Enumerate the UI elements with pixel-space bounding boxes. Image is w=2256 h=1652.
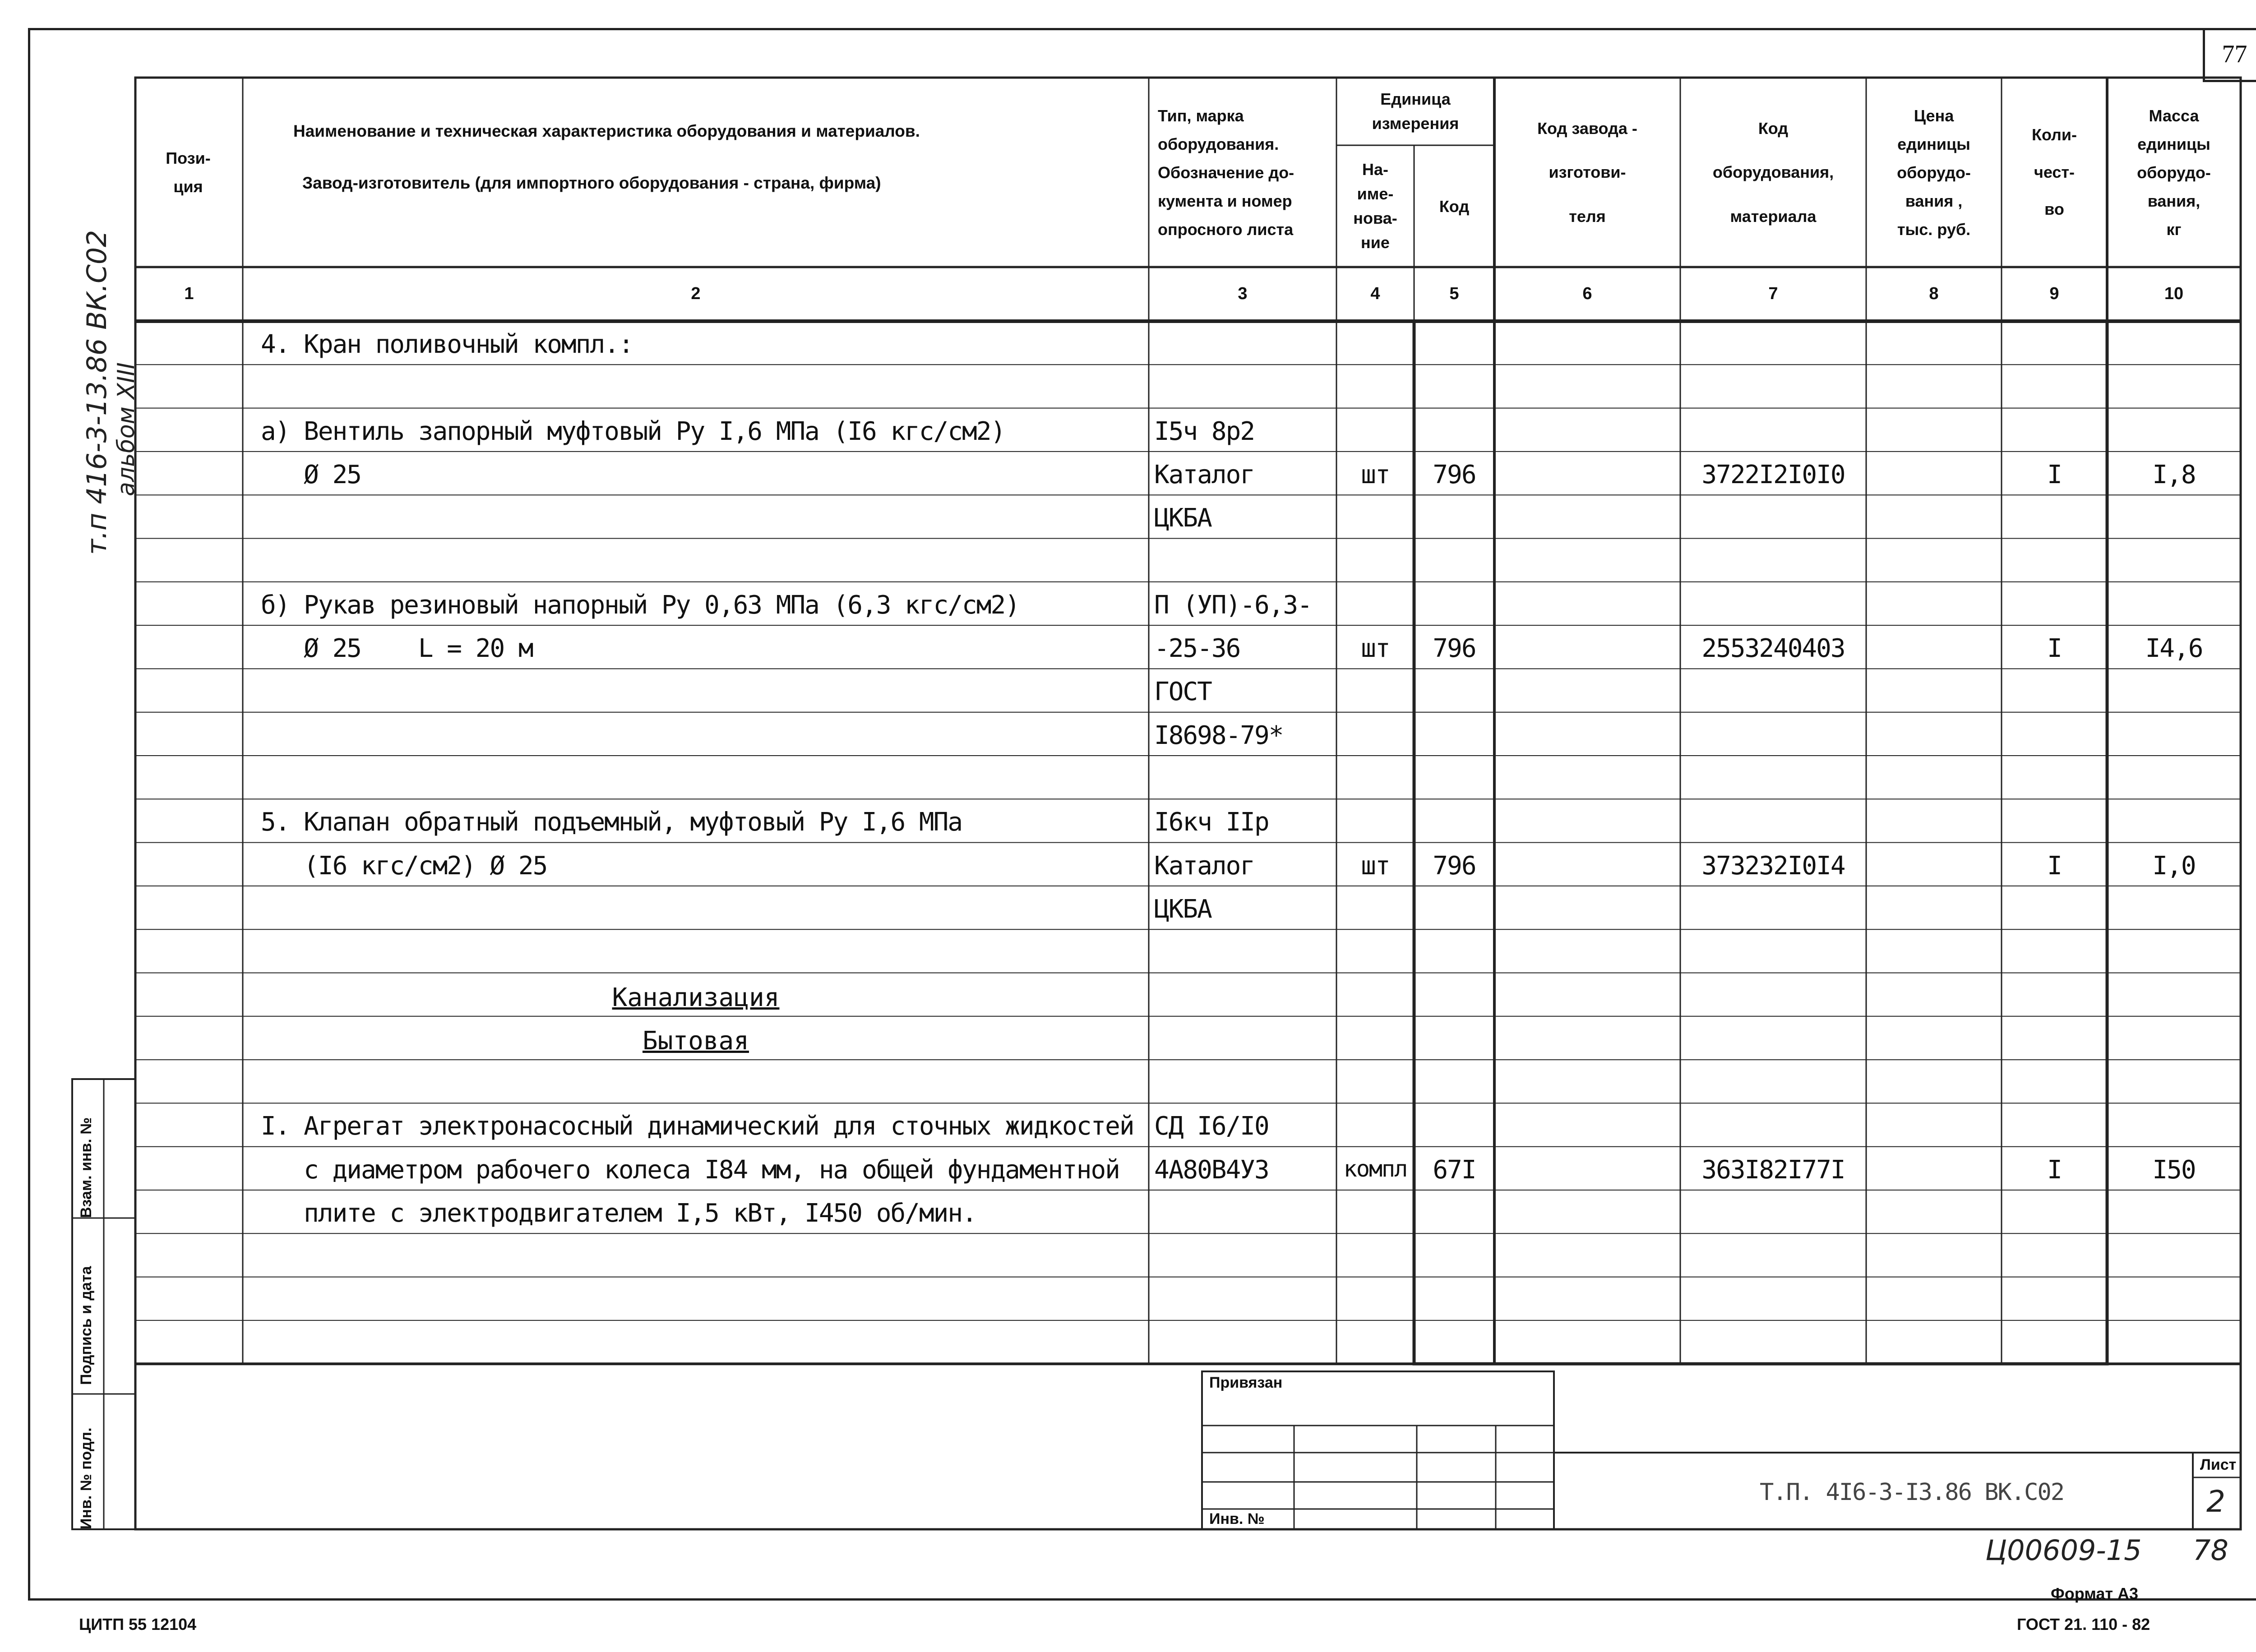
cell-col4: шт <box>1361 460 1390 489</box>
cell-col3: I6кч IIр <box>1154 808 1269 837</box>
handwritten-page-number: 78 <box>2193 1534 2228 1567</box>
cell-col7: 2553240403 <box>1701 634 1845 664</box>
page-number-box: 77 <box>2203 28 2256 82</box>
column-number-1: 1 <box>184 284 194 303</box>
column-number-6: 6 <box>1582 284 1592 303</box>
header-type: Тип, марка оборудования. Обозначение до- кумента и номер опросного листа <box>1158 106 1294 239</box>
header-name-line2: Завод-изготовитель (для импортного оборудования - страна, фирма) <box>302 174 881 192</box>
cell-col2: 4. Кран поливочный компл.: <box>261 330 633 359</box>
sheet-number: 2 <box>2206 1484 2225 1519</box>
cell-col3: I5ч 8р2 <box>1154 416 1255 446</box>
side-handwriting-doc-code: т.п 416-3-13.86 ВК.С02 <box>81 230 113 555</box>
cell-col10: I4,6 <box>2145 634 2203 664</box>
cell-col3: ЦКБА <box>1154 894 1211 924</box>
cell-col3: ГОСТ <box>1154 677 1211 707</box>
header-equipment-code: Код оборудования, материала <box>1712 119 1834 226</box>
cell-col7: 363I82I77I <box>1701 1155 1845 1185</box>
cell-col2: плите с электродвигателем I,5 кВт, I450 об/мин. <box>261 1199 976 1228</box>
cell-col2: I. Агрегат электронасосный динамический для сточных жидкостей <box>261 1112 1134 1141</box>
cell-col2: (I6 кгс/см2) Ø 25 <box>261 851 547 881</box>
cell-col5: 67I <box>1433 1155 1476 1185</box>
cell-col2: б) Рукав резиновый напорный Ру 0,63 МПа (6,3 кгс/см2) <box>261 590 1019 620</box>
header-mass: Масса единицы оборудо- вания, кг <box>2137 106 2211 239</box>
margin-vzam-inv: Взам. инв. № <box>78 1117 95 1218</box>
cell-col9: I <box>2047 460 2062 489</box>
cell-col3: Каталог <box>1154 851 1255 881</box>
header-quantity: Коли- чест- во <box>2031 125 2077 219</box>
handwritten-archive-number: Ц00609-15 <box>1985 1534 2142 1567</box>
margin-signature-date: Подпись и дата <box>78 1266 95 1385</box>
header-unit-code: Код <box>1439 197 1470 216</box>
gost-label: ГОСТ 21. 110 - 82 <box>2017 1615 2150 1634</box>
margin-inv-podl: Инв. № подл. <box>78 1427 95 1529</box>
column-number-4: 4 <box>1370 284 1380 303</box>
cell-col3: -25-36 <box>1154 634 1240 664</box>
cell-col9: I <box>2047 851 2062 881</box>
cell-col5: 796 <box>1433 851 1476 881</box>
column-number-7: 7 <box>1768 284 1778 303</box>
cell-col3: 4А80В4У3 <box>1154 1155 1269 1185</box>
cell-col4: шт <box>1361 634 1390 664</box>
column-number-3: 3 <box>1238 284 1248 303</box>
cell-col2: с диаметром рабочего колеса I84 мм, на общей фундаментной <box>261 1155 1119 1185</box>
cell-col3: СД I6/I0 <box>1154 1112 1269 1141</box>
column-number-5: 5 <box>1449 284 1459 303</box>
header-name-line1: Наименование и техническая характеристика оборудования и материалов. <box>293 122 920 140</box>
cell-col3: Каталог <box>1154 460 1255 489</box>
cell-col3: ЦКБА <box>1154 503 1211 533</box>
cell-col9: I <box>2047 634 2062 664</box>
cell-col4: компл <box>1343 1155 1407 1182</box>
cell-col2: а) Вентиль запорный муфтовый Ру I,6 МПа (I6 кгс/см2) <box>261 416 1005 446</box>
cell-col4: шт <box>1361 851 1390 881</box>
header-price: Цена единицы оборудо- вания , тыс. руб. <box>1897 106 1971 239</box>
cell-col2: Ø 25 <box>261 460 361 489</box>
cell-col2: 5. Клапан обратный подъемный, муфтовый Ру I,6 МПа <box>261 808 962 837</box>
stamp-box <box>1202 1371 1554 1529</box>
cell-col2: Ø 25 L = 20 м <box>261 634 533 664</box>
format-label: Формат А3 <box>2051 1584 2139 1603</box>
header-unit-group: Единица измерения <box>1372 90 1459 133</box>
header-unit-name: На- име- нова- ние <box>1353 160 1397 252</box>
cell-col7: 3722I2I0I0 <box>1701 460 1845 489</box>
section-heading: Бытовая <box>642 1026 749 1056</box>
cell-col3: П (УП)-6,3- <box>1154 590 1312 620</box>
cell-col5: 796 <box>1433 460 1476 489</box>
header-factory-code: Код завода - изготови- теля <box>1537 119 1637 226</box>
cell-col9: I <box>2047 1155 2062 1185</box>
stamp-privyazan: Привязан <box>1209 1374 1283 1391</box>
column-number-2: 2 <box>691 284 701 303</box>
column-number-9: 9 <box>2049 284 2059 303</box>
column-number-10: 10 <box>2164 284 2184 303</box>
stamp-inv-no: Инв. № <box>1209 1510 1265 1527</box>
side-handwriting-album: альбом XIII <box>113 362 140 496</box>
header-position: Пози- ция <box>166 149 211 196</box>
column-number-8: 8 <box>1929 284 1939 303</box>
cell-col7: 373232I0I4 <box>1701 851 1845 881</box>
document-code: Т.П. 4I6-3-I3.86 ВК.С02 <box>1760 1479 2064 1506</box>
cell-col10: I,0 <box>2152 851 2196 881</box>
cell-col5: 796 <box>1433 634 1476 664</box>
citp-label: ЦИТП 55 12104 <box>79 1615 197 1634</box>
cell-col10: I,8 <box>2152 460 2196 489</box>
sheet-label: Лист <box>2200 1456 2237 1473</box>
cell-col10: I50 <box>2152 1155 2196 1185</box>
section-heading: Канализация <box>612 983 780 1012</box>
cell-col3: I8698-79* <box>1154 720 1283 750</box>
